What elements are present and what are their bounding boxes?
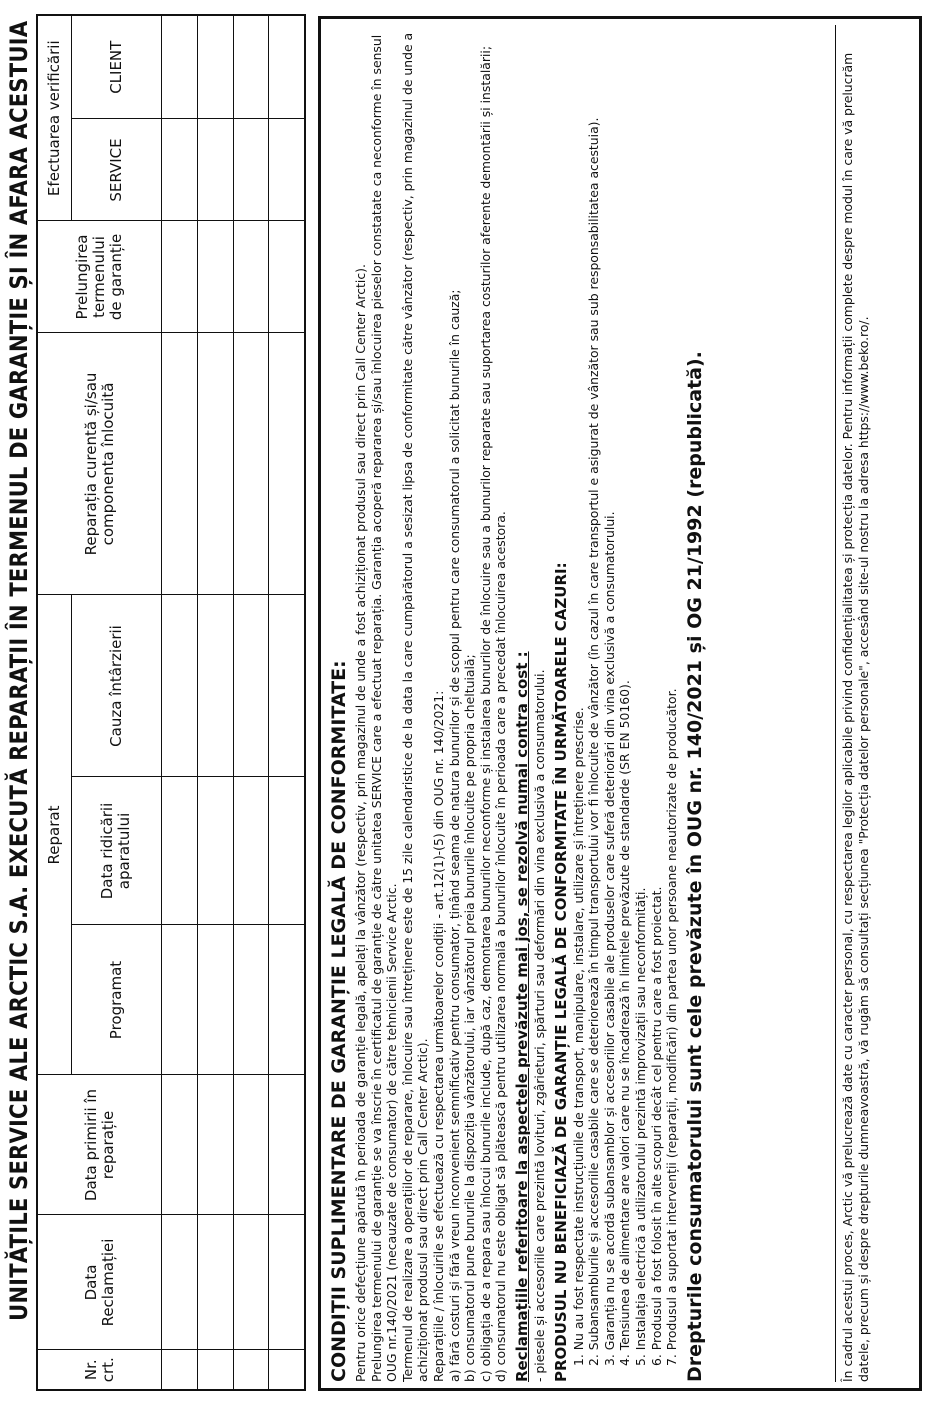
table-cell[interactable] <box>269 595 305 777</box>
page-title: UNITĂȚILE SERVICE ALE ARCTIC S.A. EXECUTĂ REPARAȚII ÎN TERMENUL DE GARANȚIE ȘI ÎN AFARA ACESTUIA <box>5 20 33 1321</box>
table-cell[interactable] <box>162 15 198 119</box>
table-cell[interactable] <box>269 333 305 595</box>
table-cell[interactable] <box>197 333 233 595</box>
table-cell[interactable] <box>197 221 233 333</box>
conditions-box <box>318 16 922 1391</box>
col-data-ridicarii-header: Data ridicării aparatului <box>71 777 162 925</box>
table-cell[interactable] <box>197 119 233 221</box>
table-cell[interactable] <box>162 1075 198 1215</box>
table-cell[interactable] <box>233 221 269 333</box>
table-cell[interactable] <box>269 119 305 221</box>
cost-item: - piesele și accesoriile care prezintă lovituri, zgârieturi, spărturi sau deformări din vina exclusivă a consumatorului. <box>531 669 547 1382</box>
conditions-para: Termenul de realizare a operațiilor de reparare, înlocuire sau întreținere este de 15 zile calendaristice de la data la care cumpărătorul a sesizat lipsa de conformitate către vânzător (respectiv, prin magazinul de unde a achiziționat produsul sau direct prin Call Center Arctic). <box>399 32 431 1382</box>
table-cell[interactable] <box>269 15 305 119</box>
table-cell[interactable] <box>197 1350 233 1390</box>
table-cell[interactable] <box>197 1075 233 1215</box>
table-row <box>197 15 233 1390</box>
exclusion-item: 1. Nu au fost respectate instrucțiunile de transport, manipulare, instalare, utilizare și întreținere prescrise. <box>570 707 586 1366</box>
cost-heading: Reclamațiile referitoare la aspectele prevăzute mai jos, se rezolvă numai contra cost : <box>512 651 531 1382</box>
conditions-item: c) obligația de a repara sau înlocui bunurile include, după caz, demontarea bunurilor neconforme și instalarea bunurilor de înlocuire sau a bunurilor reparate sau suportarea costurilor aferente demontării și instalării; <box>477 45 493 1382</box>
col-service-header: SERVICE <box>71 119 162 221</box>
exclusions-heading: PRODUSUL NU BENEFICIAZĂ DE GARANȚIE LEGALĂ DE CONFORMITATE ÎN URMĂTOARELE CAZURI: <box>551 562 570 1382</box>
col-prelungirea-header: Prelungirea termenului de garanție <box>37 221 162 333</box>
col-nr-header: Nr. crt. <box>37 1350 162 1390</box>
table-cell[interactable] <box>269 1215 305 1350</box>
exclusion-item: 6. Produsul a fost folosit în alte scopuri decât cel pentru care a fost proiectat. <box>648 886 664 1366</box>
col-reparatia-header: Reparația curentă și/sau componenta înlocuită <box>37 333 162 595</box>
exclusion-item: 3. Garanția nu se acordă subansamblor și accesoriilor casabile ale produselor care suferă deteriorări din vina exclusivă a consumatorului. <box>601 511 617 1366</box>
col-reparat-header: Reparat <box>37 595 71 1075</box>
table-cell[interactable] <box>233 595 269 777</box>
conditions-para: Reparațiile / înlocuirile se efectuează cu respectarea următoarelor condiții - art.12(1)-(5) din OUG nr. 140/2021: <box>430 690 446 1382</box>
table-cell[interactable] <box>233 1215 269 1350</box>
exclusion-item: 7. Produsul a suportat intervenții (reparații, modificări) din partea unor persoane neautorizate de producător. <box>664 688 680 1366</box>
gdpr-notice: În cadrul acestui proces, Arctic vă prelucrează date cu caracter personal, cu respectarea legilor aplicabile privind confidențialitatea și protecția datelor. Pentru informații complete despre modul în care vă prelucrăm datele, precum și despre drepturile dumneavoastră, vă rugăm să consultați secțiunea "Protecția datelor personale", accesând site-ul nostru la adresa https://www.beko.ro/. <box>835 25 913 1382</box>
table-cell[interactable] <box>162 925 198 1075</box>
table-cell[interactable] <box>162 595 198 777</box>
table-row <box>233 15 269 1390</box>
col-data-primirii-header: Data primirii în reparație <box>37 1075 162 1215</box>
table-cell[interactable] <box>197 15 233 119</box>
table-cell[interactable] <box>233 777 269 925</box>
exclusion-item: 2. Subansamblurile și accesoriile casabile care se deteriorează în timpul transportului vor fi înlocuite de vânzător (în cazul în care transportul e asigurat de vânzător sau sub responsabilitatea acestuia). <box>586 117 602 1366</box>
table-cell[interactable] <box>233 15 269 119</box>
col-client-header: CLIENT <box>71 15 162 119</box>
table-row <box>162 15 198 1390</box>
conditions-item: a) fără costuri și fără vreun inconvenient semnificativ pentru consumator, ținând seama de natura bunurilor și de scopul pentru care consumatorul a solicitat bunurile în cauză; <box>446 289 462 1382</box>
table-cell[interactable] <box>233 1075 269 1215</box>
col-data-reclamatiei-header: Data Reclamației <box>37 1215 162 1350</box>
table-cell[interactable] <box>197 1215 233 1350</box>
table-cell[interactable] <box>233 925 269 1075</box>
table-cell[interactable] <box>162 1350 198 1390</box>
table-row <box>269 15 305 1390</box>
consumer-rights: Drepturile consumatorului sunt cele prevăzute în OUG nr. 140/2021 și OG 21/1992 (republicată). <box>683 351 706 1382</box>
table-cell[interactable] <box>197 777 233 925</box>
table-cell[interactable] <box>269 1350 305 1390</box>
table-cell[interactable] <box>233 333 269 595</box>
exclusion-item: 5. Instalația electrică a utilizatorului prezintă improvizații sau neconformități. <box>632 887 648 1366</box>
conditions-heading: CONDIȚII SUPLIMENTARE DE GARANȚIE LEGALĂ DE CONFORMITATE: <box>328 660 350 1382</box>
table-cell[interactable] <box>197 595 233 777</box>
conditions-para: Pentru orice defecțiune apărută în perioada de garanție legală, apelați la vânzător (respectiv, prin magazinul de unde a fost achiziționat produsul sau direct prin Call Center Arctic). <box>353 264 368 1382</box>
exclusion-item: 4. Tensiunea de alimentare are valori care nu se încadrează în limitele prevăzute de standarde (SR EN 50160). <box>617 680 633 1366</box>
col-efectuarea-header: Efectuarea verificării <box>37 15 71 221</box>
conditions-section <box>327 27 827 1382</box>
table-cell[interactable] <box>162 333 198 595</box>
table-cell[interactable] <box>233 119 269 221</box>
conditions-item: b) consumatorul pune bunurile la dispoziția vânzătorului, iar vânzătorul preia bunurile înlocuite pe propria cheltuială; <box>462 654 478 1382</box>
conditions-item: d) consumatorul nu este obligat să plătească pentru utilizarea normală a bunurilor înlocuite în perioada care a precedat înlocuirea acestora. <box>493 511 509 1382</box>
table-cell[interactable] <box>162 221 198 333</box>
table-cell[interactable] <box>269 221 305 333</box>
repair-register-table <box>36 14 306 1391</box>
col-programat-header: Programat <box>71 925 162 1075</box>
conditions-para: Prelungirea termenului de garanție se va înscrie în certificatul de garanție de către unitatea SERVICE care a efectuat reparația. Garanția acoperă repararea și/sau înlocuirea pieselor constatate ca neconforme în sensul OUG nr.140/2021 (necauzate de consumator) de către tehnicienii Service Arctic. <box>368 34 400 1382</box>
table-cell[interactable] <box>197 925 233 1075</box>
table-cell[interactable] <box>162 777 198 925</box>
table-cell[interactable] <box>233 1350 269 1390</box>
table-cell[interactable] <box>269 1075 305 1215</box>
col-cauza-header: Cauza întârzierii <box>71 595 162 777</box>
table-cell[interactable] <box>162 119 198 221</box>
table-cell[interactable] <box>269 777 305 925</box>
table-cell[interactable] <box>269 925 305 1075</box>
table-cell[interactable] <box>162 1215 198 1350</box>
